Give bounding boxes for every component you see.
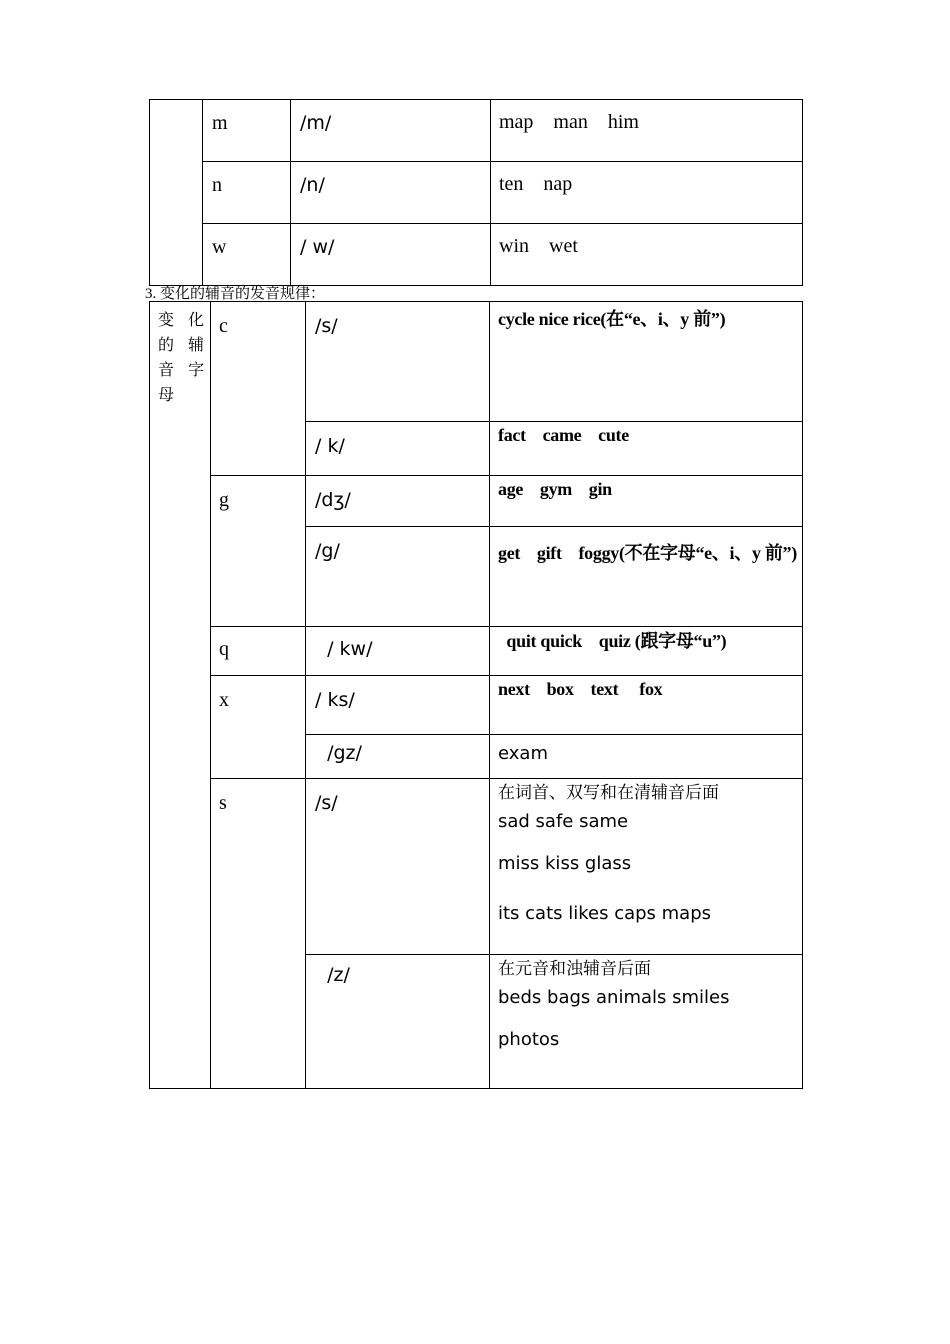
example-line: its cats likes caps maps	[498, 903, 712, 924]
section-title: 3. 变化的辅音的发音规律：	[145, 286, 326, 302]
letter-c: c	[211, 302, 306, 476]
ipa-g-dz: /dʒ/	[306, 476, 490, 527]
example-line: beds bags animals smiles	[498, 987, 730, 1008]
note-z: 在元音和浊辅音后面	[498, 959, 651, 979]
examples-c-s: cycle nice rice(在“e、i、y 前”)	[490, 302, 803, 422]
examples-g-dz: age gym gin	[490, 476, 803, 527]
examples-x-ks: next box text fox	[490, 676, 803, 735]
note-s: 在词首、双写和在清辅音后面	[498, 783, 719, 803]
ipa-q: / kw/	[306, 627, 490, 676]
ipa-s-z: /z/	[306, 955, 490, 1089]
ipa-g-g: /g/	[306, 527, 490, 627]
ipa-c-k: / k/	[306, 422, 490, 476]
examples-cell: win wet	[491, 224, 803, 286]
ipa-x-gz: /gz/	[306, 735, 490, 779]
blank-category-cell	[150, 100, 203, 286]
letter-cell: m	[203, 100, 291, 162]
example-line: sad safe same	[498, 811, 629, 832]
ipa-cell: /n/	[291, 162, 491, 224]
example-line: photos	[498, 1029, 560, 1050]
letter-g: g	[211, 476, 306, 627]
examples-c-k: fact came cute	[490, 422, 803, 476]
ipa-c-s: /s/	[306, 302, 490, 422]
letter-x: x	[211, 676, 306, 779]
letter-q: q	[211, 627, 306, 676]
examples-x-gz: exam	[490, 735, 803, 779]
examples-s-s	[490, 779, 803, 955]
ipa-x-ks: / ks/	[306, 676, 490, 735]
ipa-cell: /m/	[291, 100, 491, 162]
examples-cell: map man him	[491, 100, 803, 162]
changing-consonant-table	[149, 301, 803, 1089]
letter-cell: w	[203, 224, 291, 286]
example-line: miss kiss glass	[498, 853, 632, 874]
examples-g-g: get gift foggy(不在字母“e、i、y 前”)	[490, 527, 803, 627]
ipa-cell: / w/	[291, 224, 491, 286]
letter-s: s	[211, 779, 306, 1089]
category-label: 变 化 的 辅 音 字 母	[150, 302, 211, 1089]
examples-cell: ten nap	[491, 162, 803, 224]
examples-q: quit quick quiz (跟字母“u”)	[490, 627, 803, 676]
letter-cell: n	[203, 162, 291, 224]
top-consonant-table	[149, 99, 803, 286]
examples-s-z	[490, 955, 803, 1089]
ipa-s-s: /s/	[306, 779, 490, 955]
